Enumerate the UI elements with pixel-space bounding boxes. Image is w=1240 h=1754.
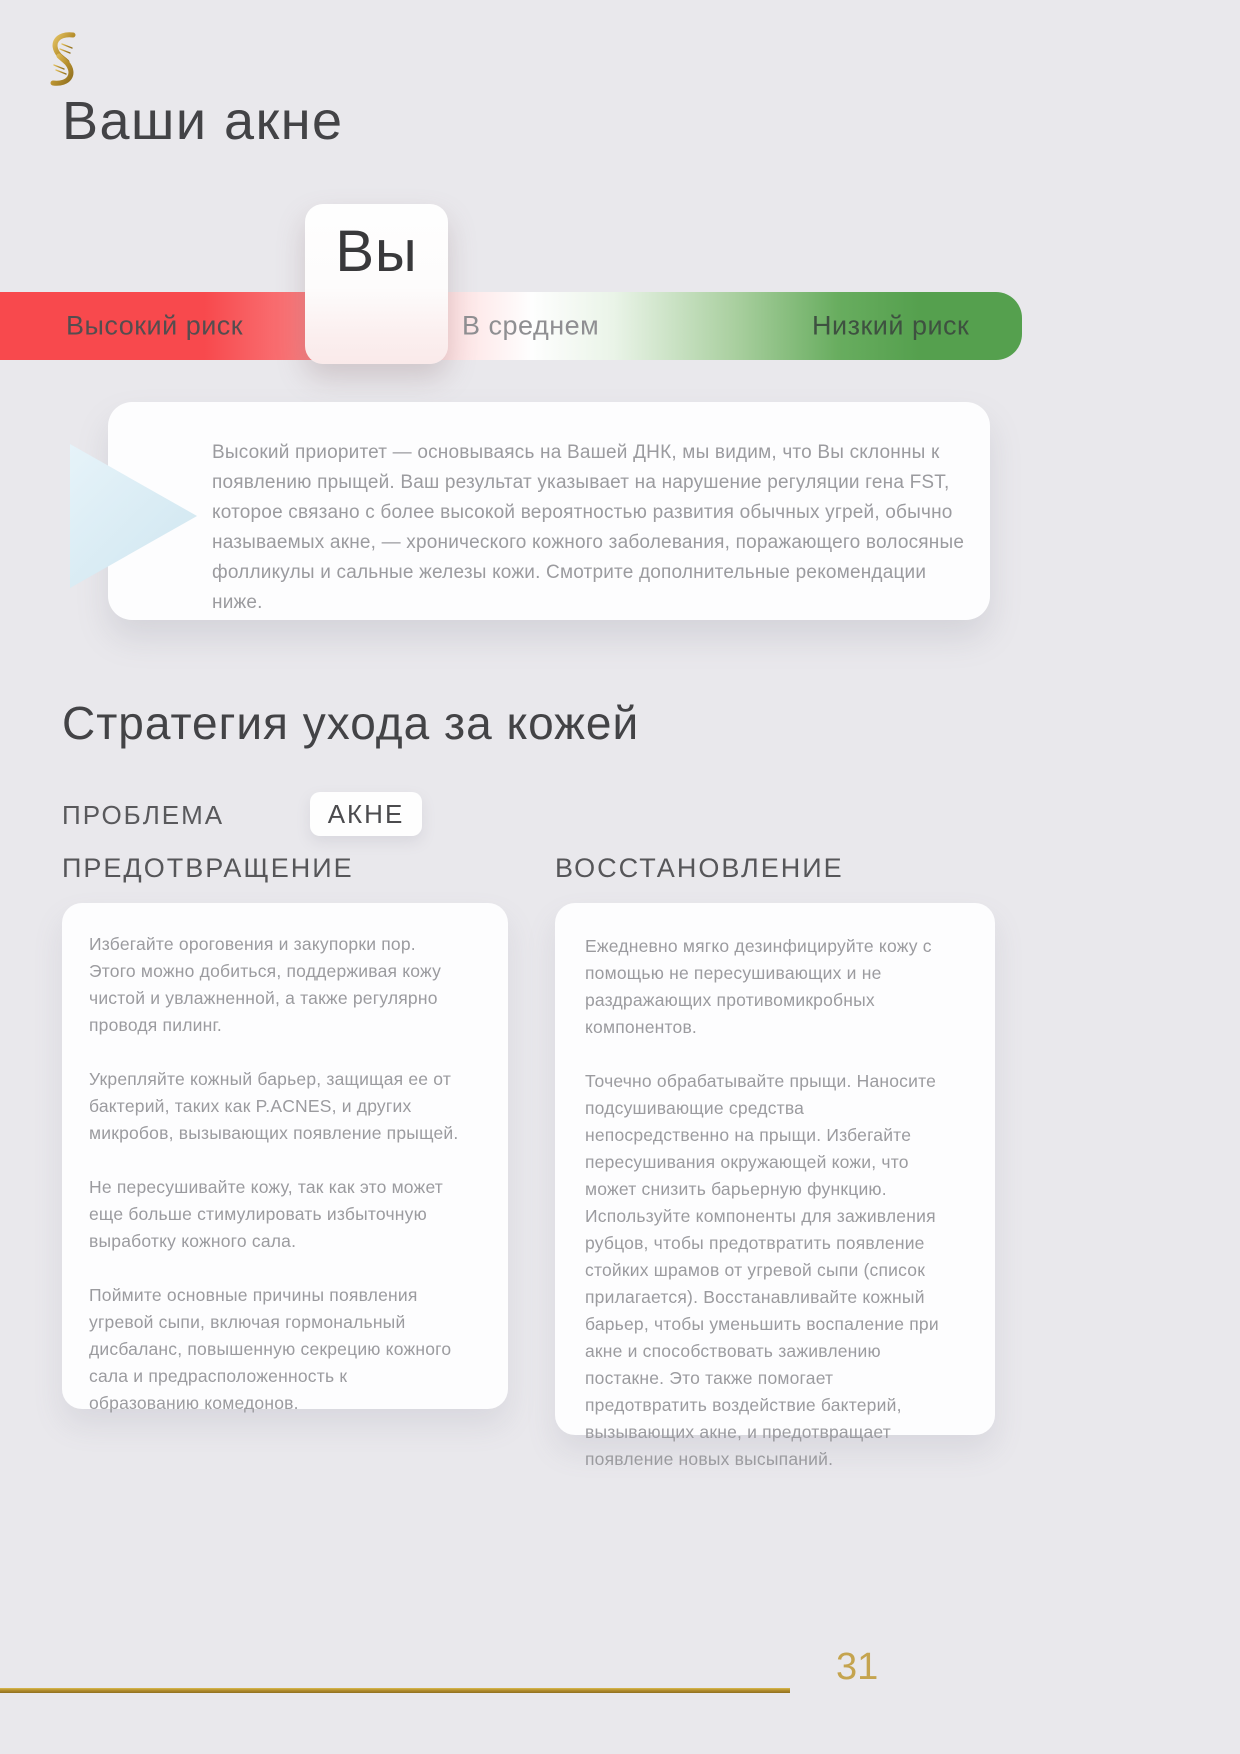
paragraph: Не пересушивайте кожу, так как это может еще больше стимулировать избыточную выработку кожного сала. [89,1177,444,1251]
problem-value-badge [310,792,422,836]
prevention-paragraphs [62,903,508,1417]
paragraph: Точечно обрабатывайте прыщи. Наносите подсушивающие средства непосредственно на прыщи. Избегайте пересушивания окружающей кожи, что может снизить барьерную функцию. Используйте компоненты для заживления рубцов, чтобы предотвратить появление стойких шрамов от угревой сыпи (список прилагается). Восстанавливайте кожный барьер, чтобы уменьшить воспаление при акне и способствовать заживлению постакне. Это также помогает предотвратить воздействие бактерий, вызывающих акне, и предотвращает появление новых высыпаний. [585,1071,939,1469]
footer-gold-rule [0,1688,790,1693]
dna-helix-icon [46,32,80,86]
problem-label: ПРОБЛЕМА [62,800,225,830]
page-title: Ваши акне [62,91,344,151]
column-heading-prevention: ПРЕДОТВРАЩЕНИЕ [62,853,354,883]
risk-label-high: Высокий риск [66,310,244,341]
you-marker-label: Вы [335,219,418,284]
paragraph: Поймите основные причины появления угревой сыпи, включая гормональный дисбаланс, повышенную секрецию кожного сала и предрасположенность к образованию комедонов. [89,1285,452,1413]
priority-note-text: Высокий приоритет — основываясь на Вашей ДНК, мы видим, что Вы склонны к появлению прыщей. Ваш результат указывает на нарушение регуляции гена FST, которое связано с более высокой вероятностью развития обычных угрей, обычно называемых акне, — хронического кожного заболевания, поражающего волосяные фолликулы и сальные железы кожи. Смотрите дополнительные рекомендации ниже. [212,442,965,613]
risk-label-medium: В среднем [462,310,600,341]
priority-note-card [108,402,990,620]
problem-value-text: АКНЕ [327,798,405,829]
page-number: 31 [836,1646,879,1688]
risk-gradient-bar [0,292,1022,360]
restoration-card [555,903,995,1469]
paragraph: Ежедневно мягко дезинфицируйте кожу с помощью не пересушивающих и не раздражающих противомикробных компонентов. [585,936,932,1037]
prevention-card [62,903,508,1413]
strategy-title: Стратегия ухода за кожей [62,697,640,749]
column-heading-restoration: ВОССТАНОВЛЕНИЕ [555,853,844,883]
you-position-marker [305,204,448,364]
paragraph: Избегайте ороговения и закупорки пор. Этого можно добиться, поддерживая кожу чистой и увлажненной, а также регулярно проводя пилинг. [89,934,442,1035]
restoration-paragraphs [555,903,995,1473]
risk-label-low: Низкий риск [812,310,970,341]
paragraph: Укрепляйте кожный барьер, защищая ее от бактерий, таких как P.ACNES, и других микробов, вызывающих появление прыщей. [89,1069,459,1143]
